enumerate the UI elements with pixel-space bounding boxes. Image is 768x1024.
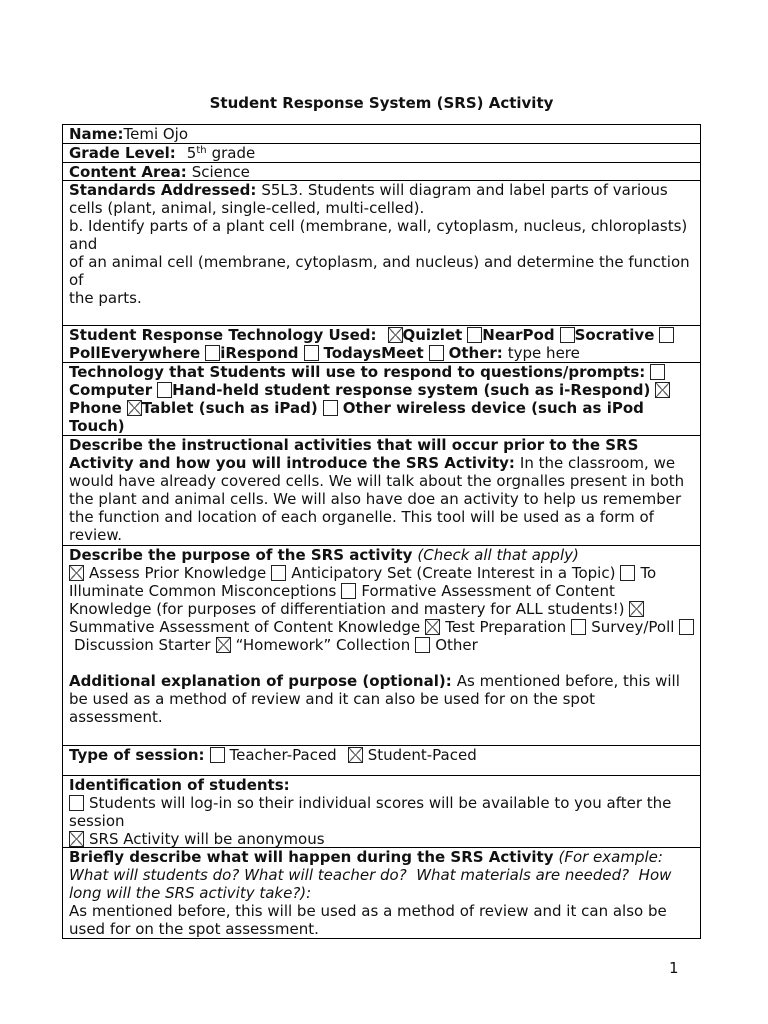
text-line — [69, 902, 700, 920]
option-label-illuminate-misconceptions: Illuminate Common Misconceptions — [69, 582, 337, 600]
content-area-value: Science — [191, 163, 250, 181]
text-line — [69, 125, 700, 143]
content-area-label: Content Area: — [69, 163, 187, 181]
option-label-polleverywhere: PollEverywhere — [69, 344, 201, 362]
standards-text: S5L3. Students will diagram and label parts of various — [261, 181, 668, 199]
option-label-irespond: iRespond — [220, 344, 299, 362]
text-line — [69, 776, 700, 794]
text-line — [69, 582, 700, 600]
text-line — [69, 289, 700, 307]
text-line — [69, 326, 700, 344]
text-line — [69, 235, 700, 253]
checkbox-polleverywhere[interactable] — [659, 327, 674, 343]
checkbox-discussion-starter[interactable] — [679, 619, 694, 635]
option-label-formative-assessment: Formative Assessment of Content — [361, 582, 615, 600]
instructional-activities-text: would have already covered cells. We will talk about the orgnalles present in both — [69, 472, 685, 490]
purpose-label: Describe the purpose of the SRS activity — [69, 546, 413, 564]
checkbox-irespond[interactable] — [205, 345, 220, 361]
option-label-student-paced: Student-Paced — [367, 746, 477, 764]
option-label-formative-assessment: Knowledge (for purposes of differentiation and mastery for ALL students!) — [69, 600, 625, 618]
text-line — [69, 163, 700, 181]
name-value: Temi Ojo — [123, 125, 189, 143]
standards-text: of an animal cell (membrane, cytoplasm, and nucleus) and determine the function — [69, 253, 690, 271]
text-line — [69, 690, 700, 708]
text-line — [69, 199, 700, 217]
checkbox-socrative[interactable] — [560, 327, 575, 343]
standards-row — [63, 180, 700, 325]
srs-description-text: used for on the spot assessment. — [69, 920, 319, 938]
text-line — [69, 848, 700, 866]
srs-description-row — [63, 847, 700, 938]
checkbox-todaysmeet[interactable] — [304, 345, 319, 361]
text-line — [69, 344, 700, 362]
name-row — [63, 124, 700, 143]
option-label-nearpod: NearPod — [482, 326, 555, 344]
text-line — [69, 920, 700, 938]
option-label-illuminate-misconceptions: To — [640, 564, 657, 582]
checkbox-anticipatory-set[interactable] — [271, 565, 286, 581]
checkbox-individual-login[interactable] — [69, 795, 84, 811]
identification-label: Identification of students: — [69, 776, 290, 794]
standards-text: b. Identify parts of a plant cell (membrane, wall, cytoplasm, nucleus, chloroplasts) — [69, 217, 688, 235]
text-line — [69, 564, 700, 582]
option-label-homework-collection: “Homework” Collection — [235, 636, 411, 654]
identification-row — [63, 775, 700, 847]
instructional-activities-text: the plant and animal cells. We will also have doe an activity to help us remember — [69, 490, 682, 508]
srs-description-hint: What will students do? What will teacher do? What materials are needed? How — [69, 866, 672, 884]
grade-level-label: Grade Level: — [69, 144, 176, 162]
option-label-todaysmeet: TodaysMeet — [323, 344, 424, 362]
option-label-teacher-paced: Teacher-Paced — [229, 746, 337, 764]
checkbox-formative-assessment[interactable] — [341, 583, 356, 599]
text-line — [69, 830, 700, 848]
text-line — [69, 866, 700, 884]
instructional-activities-row — [63, 435, 700, 545]
technology-used-label: Student Response Technology Used: — [69, 326, 377, 344]
option-label-computer: Computer — [69, 381, 153, 399]
text-line — [69, 672, 700, 690]
option-label-other-technology: Other: — [448, 344, 503, 362]
option-label-anonymous: SRS Activity will be anonymous — [89, 830, 325, 848]
checkbox-other-technology[interactable] — [429, 345, 444, 361]
option-label-anticipatory-set: Anticipatory Set (Create Interest in a Topic) — [291, 564, 616, 582]
text-line — [69, 746, 700, 764]
checkbox-assess-prior-knowledge[interactable] — [69, 565, 84, 581]
srs-description-hint: long will the SRS activity take?): — [69, 884, 312, 902]
checkbox-survey-poll[interactable] — [571, 619, 586, 635]
text-line — [69, 217, 700, 235]
student-devices-label: Technology that Students will use to respond to questions/prompts: — [69, 363, 646, 381]
checkbox-homework-collection[interactable] — [216, 637, 231, 653]
text-line — [69, 271, 700, 289]
srs-description-hint: (For example: — [558, 848, 663, 866]
text-line — [69, 636, 700, 654]
text-line — [69, 812, 700, 830]
checkbox-hand-held-device[interactable] — [157, 382, 172, 398]
option-label-test-preparation: Test Preparation — [445, 618, 567, 636]
checkbox-other-wireless-device[interactable] — [323, 400, 338, 416]
text-line — [69, 454, 700, 472]
page-number: 1 — [669, 959, 679, 977]
instructional-activities-text: the function and location of each organelle. This tool will be used as a form of — [69, 508, 654, 526]
option-label-tablet: Tablet (such as iPad) — [141, 399, 318, 417]
text-line — [69, 436, 700, 454]
option-label-other-purpose: Other — [435, 636, 478, 654]
text-line — [69, 526, 700, 544]
purpose-hint: (Check all that apply) — [417, 546, 579, 564]
additional-explanation-text: be used as a method of review and it can also be used for on the spot — [69, 690, 596, 708]
other-technology-field[interactable]: type here — [507, 344, 580, 362]
instructional-activities-text: In the classroom, we — [519, 454, 676, 472]
option-label-other-wireless-device: Other wireless device (such as iPod — [342, 399, 644, 417]
option-label-quizlet: Quizlet — [402, 326, 463, 344]
option-label-individual-login: session — [69, 812, 125, 830]
checkbox-student-paced[interactable] — [348, 747, 363, 763]
standards-text: the parts. — [69, 289, 142, 307]
instructional-activities-text: review. — [69, 526, 122, 544]
text-line — [69, 600, 700, 618]
option-label-individual-login: Students will log-in so their individual scores will be available to you after the — [89, 794, 672, 812]
additional-explanation-text: assessment. — [69, 708, 163, 726]
text-line — [69, 181, 700, 199]
option-label-socrative: Socrative — [574, 326, 655, 344]
text-line — [69, 618, 700, 636]
text-line — [69, 794, 700, 812]
standards-text: and — [69, 235, 98, 253]
option-label-hand-held-device: Hand-held student response system (such as i-Respond) — [172, 381, 651, 399]
session-type-label: Type of session: — [69, 746, 205, 764]
additional-explanation-label: Additional explanation of purpose (optional): — [69, 672, 452, 690]
checkbox-nearpod[interactable] — [467, 327, 482, 343]
option-label-other-wireless-device: Touch) — [69, 417, 125, 435]
grade-level-value: 5 — [186, 144, 197, 162]
option-label-phone: Phone — [69, 399, 122, 417]
student-devices-row — [63, 362, 700, 435]
standards-text: of — [69, 271, 84, 289]
srs-description-text: As mentioned before, this will be used as a method of review and it can also be — [69, 902, 667, 920]
grade-level-superscript: th — [196, 145, 207, 156]
checkbox-illuminate-misconceptions[interactable] — [620, 565, 635, 581]
blank-line — [69, 654, 700, 672]
option-label-discussion-starter: Discussion Starter — [74, 636, 211, 654]
srs-activity-form — [62, 124, 701, 939]
content-area-row — [63, 162, 700, 180]
checkbox-phone[interactable] — [655, 382, 670, 398]
checkbox-computer[interactable] — [650, 364, 665, 380]
text-line — [69, 546, 700, 564]
text-line — [69, 884, 700, 902]
srs-description-label: Briefly describe what will happen during the SRS Activity — [69, 848, 554, 866]
text-line — [69, 490, 700, 508]
option-label-survey-poll: Survey/Poll — [591, 618, 675, 636]
checkbox-quizlet[interactable] — [388, 327, 403, 343]
session-type-row — [63, 745, 700, 775]
standards-label: Standards Addressed: — [69, 181, 257, 199]
text-line — [69, 381, 700, 399]
instructional-activities-label: Activity and how you will introduce the SRS Activity: — [69, 454, 515, 472]
checkbox-other-purpose[interactable] — [415, 637, 430, 653]
checkbox-teacher-paced[interactable] — [210, 747, 225, 763]
checkbox-summative-assessment[interactable] — [629, 601, 644, 617]
text-line — [69, 417, 700, 435]
text-line — [69, 253, 700, 271]
technology-used-row — [63, 325, 700, 362]
purpose-row — [63, 545, 700, 745]
name-label: Name: — [69, 125, 124, 143]
text-line — [69, 399, 700, 417]
text-line — [69, 363, 700, 381]
text-line — [69, 144, 700, 162]
document-title: Student Response System (SRS) Activity — [209, 94, 554, 112]
additional-explanation-text: As mentioned before, this will — [456, 672, 680, 690]
grade-level-row — [63, 143, 700, 162]
text-line — [69, 708, 700, 726]
text-line — [69, 508, 700, 526]
checkbox-tablet[interactable] — [127, 400, 142, 416]
instructional-activities-label: Describe the instructional activities that will occur prior to the SRS — [69, 436, 639, 454]
option-label-assess-prior-knowledge: Assess Prior Knowledge — [89, 564, 267, 582]
standards-text: cells (plant, animal, single-celled, multi-celled). — [69, 199, 425, 217]
option-label-summative-assessment: Summative Assessment of Content Knowledge — [69, 618, 421, 636]
text-line — [69, 472, 700, 490]
checkbox-test-preparation[interactable] — [425, 619, 440, 635]
grade-level-suffix: grade — [211, 144, 256, 162]
checkbox-anonymous[interactable] — [69, 831, 84, 847]
